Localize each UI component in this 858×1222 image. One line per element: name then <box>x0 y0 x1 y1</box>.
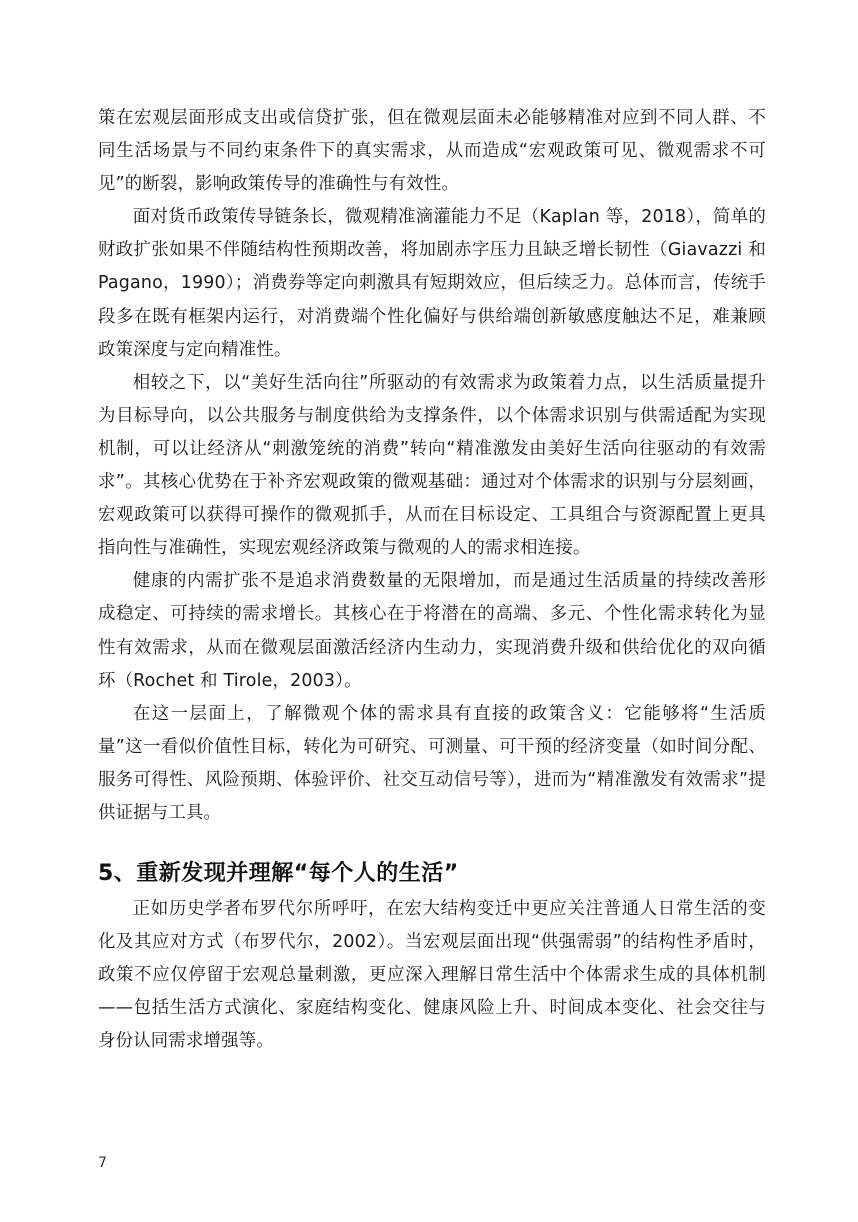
paragraph-1: 策在宏观层面形成支出或信贷扩张，但在微观层面未必能够精准对应到不同人群、不同生活场景与不同约束条件下的真实需求，从而造成“宏观政策可见、微观需求不可见”的断裂，影响政策传导的准确性与有效性。 <box>98 108 766 195</box>
paragraph-6: 正如历史学者布罗代尔所呼吁，在宏大结构变迁中更应关注普通人日常生活的变化及其应对方式（布罗代尔，2002）。当宏观层面出现“供强需弱”的结构性矛盾时，政策不应仅停留于宏观总量刺激，更应深入理解日常生活中个体需求生成的具体机制——包括生活方式演化、家庭结构变化、健康风险上升、时间成本变化、社会交往与身份认同需求增强等。 <box>98 899 766 1052</box>
document-page <box>98 102 766 1059</box>
section-heading: 5、重新发现并理解“每个人的生活” <box>98 861 459 887</box>
paragraph-3: 相较之下，以“美好生活向往”所驱动的有效需求为政策着力点，以生活质量提升为目标导向，以公共服务与制度供给为支撑条件，以个体需求识别与供需适配为实现机制，可以让经济从“刺激笼统的消费”转向“精准激发由美好生活向往驱动的有效需求”。其核心优势在于补齐宏观政策的微观基础：通过对个体需求的识别与分层刻画，宏观政策可以获得可操作的微观抓手，从而在目标设定、工具组合与资源配置上更具指向性与准确性，实现宏观经济政策与微观的人的需求相连接。 <box>98 372 766 559</box>
paragraph-5: 在这一层面上，了解微观个体的需求具有直接的政策含义：它能够将“生活质量”这一看似价值性目标，转化为可研究、可测量、可干预的经济变量（如时间分配、服务可得性、风险预期、体验评价、社交互动信号等），进而为“精准激发有效需求”提供证据与工具。 <box>98 703 766 823</box>
paragraph-4: 健康的内需扩张不是追求消费数量的无限增加，而是通过生活质量的持续改善形成稳定、可持续的需求增长。其核心在于将潜在的高端、多元、个性化需求转化为显性有效需求，从而在微观层面激活经济内生动力，实现消费升级和供给优化的双向循环（Rochet 和 Tirole，2003）。 <box>98 571 766 691</box>
paragraph-2: 面对货币政策传导链条长，微观精准滴灌能力不足（Kaplan 等，2018），简单的财政扩张如果不伴随结构性预期改善，将加剧赤字压力且缺乏增长韧性（Giavazzi 和 Pagano，1990）；消费券等定向刺激具有短期效应，但后续乏力。总体而言，传统手段多在既有框架内运行，对消费端个性化偏好与供给端创新敏感度触达不足，难兼顾政策深度与定向精准性。 <box>98 207 766 360</box>
page-number: 7 <box>98 1155 107 1171</box>
